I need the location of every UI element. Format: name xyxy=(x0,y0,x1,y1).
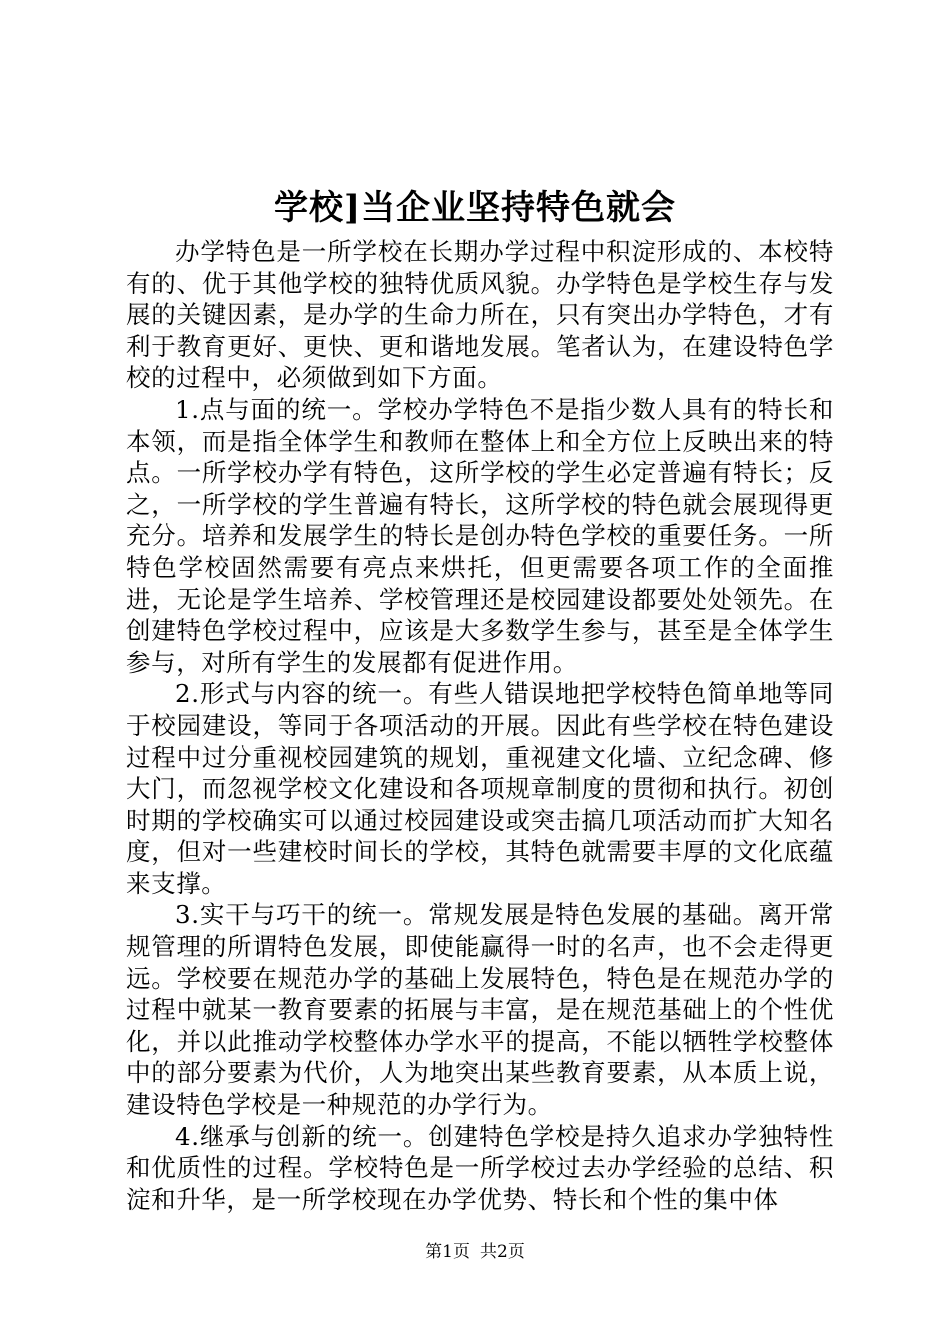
document-title: 学校]当企业坚持特色就会 xyxy=(273,188,677,228)
paragraph-point-2: 2.形式与内容的统一。有些人错误地把学校特色简单地等同于校园建设，等同于各项活动的开展。因此有些学校在特色建设过程中过分重视校园建筑的规划，重视建文化墙、立纪念碑、修大门，而忽视学校文化建设和各项规章制度的贯彻和执行。初创时期的学校确实可以通过校园建设或突击搞几项活动而扩大知名度，但对一些建校时间长的学校，其特色就需要丰厚的文化底蕴来支撑。 xyxy=(126,679,834,898)
paragraph-point-1: 1.点与面的统一。学校办学特色不是指少数人具有的特长和本领，而是指全体学生和教师在整体上和全方位上反映出来的特点。一所学校办学有特色，这所学校的学生必定普遍有特长；反之，一所学校的学生普遍有特长，这所学校的特色就会展现得更充分。培养和发展学生的特长是创办特色学校的重要任务。一所特色学校固然需要有亮点来烘托，但更需要各项工作的全面推进，无论是学生培养、学校管理还是校园建设都要处处领先。在创建特色学校过程中，应该是大多数学生参与，甚至是全体学生参与，对所有学生的发展都有促进作用。 xyxy=(126,394,834,677)
page-footer xyxy=(0,1240,950,1264)
page-number: 第1页 xyxy=(425,1242,470,1262)
page-total: 共2页 xyxy=(480,1242,525,1262)
paragraph-intro: 办学特色是一所学校在长期办学过程中积淀形成的、本校特有的、优于其他学校的独特优质风貌。办学特色是学校生存与发展的关键因素，是办学的生命力所在，只有突出办学特色，才有利于教育更好、更快、更和谐地发展。笔者认为，在建设特色学校的过程中，必须做到如下方面。 xyxy=(126,237,834,393)
document-body xyxy=(126,236,834,1215)
paragraph-point-3: 3.实干与巧干的统一。常规发展是特色发展的基础。离开常规管理的所谓特色发展，即使能赢得一时的名声，也不会走得更远。学校要在规范办学的基础上发展特色，特色是在规范办学的过程中就某一教育要素的拓展与丰富，是在规范基础上的个性优化，并以此推动学校整体办学水平的提高，不能以牺牲学校整体中的部分要素为代价，人为地突出某些教育要素，从本质上说，建设特色学校是一种规范的办学行为。 xyxy=(126,900,834,1120)
paragraph-point-4: 4.继承与创新的统一。创建特色学校是持久追求办学独特性和优质性的过程。学校特色是一所学校过去办学经验的总结、积淀和升华，是一所学校现在办学优势、特长和个性的集中体 xyxy=(126,1121,834,1214)
